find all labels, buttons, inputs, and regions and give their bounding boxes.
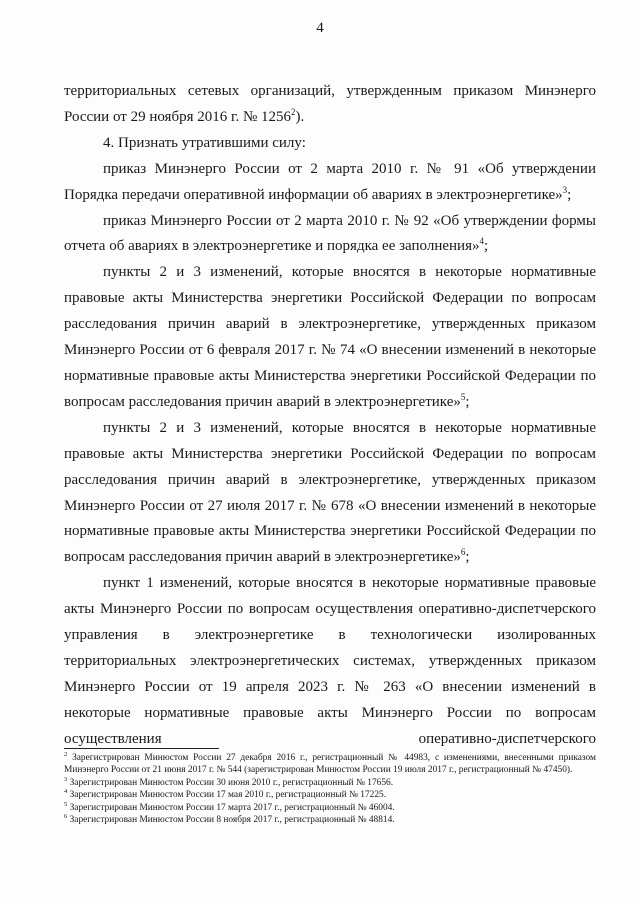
footnote: [64, 814, 596, 826]
footnote: [64, 802, 596, 814]
page-number: 4: [316, 20, 324, 36]
paragraph-text: приказ Минэнерго России от 2 марта 2010 г. № 92 «Об утверждении формы отчета об авариях в электроэнергетике и порядка ее заполнения»: [64, 212, 596, 255]
footnote: [64, 789, 596, 801]
paragraph-text: территориальных сетевых организаций, утвержденным приказом Минэнерго России от 29 ноября 2016 г. № 1256: [64, 83, 596, 125]
footnote-reference: 3: [562, 184, 568, 195]
paragraph-text-tail: ;: [483, 238, 489, 255]
footnote-number: 5: [64, 800, 68, 808]
paragraph-text: пункты 2 и 3 изменений, которые вносятся в некоторые нормативные правовые акты Министерства энергетики Российской Федерации по вопросам расследования причин аварий в электроэнергетике, утвержденных приказом Минэнерго России от 6 февраля 2017 г. № 74 «О внесении изменений в некоторые нормативные правовые акты Министерства энергетики Российской Федерации по вопросам расследования причин аварий в электроэнергетике»: [64, 264, 596, 410]
footnote-reference: 6: [460, 547, 466, 558]
paragraph: [64, 131, 596, 157]
paragraph: [64, 571, 596, 752]
footnote: [64, 777, 596, 789]
footnote-reference: 5: [460, 391, 466, 402]
paragraph: [64, 79, 596, 131]
document-body: [64, 79, 596, 753]
paragraph-text-tail: ;: [567, 186, 572, 203]
footnote-text: Зарегистрирован Минюстом России 17 марта 2017 г., регистрационный № 46004.: [69, 802, 395, 813]
footnote-text: Зарегистрирован Минюстом России 27 декабря 2016 г., регистрационный № 44983, с изменениями, внесенными приказом Минэнерго России от 21 июня 2017 г. № 544 (зарегистрирован Минюстом России 19 июля 2017 г., регистрационный № 47450).: [64, 753, 596, 776]
paragraph-text-tail: ;: [465, 549, 470, 566]
paragraph: [64, 260, 596, 415]
footnote-number: 2: [64, 750, 68, 758]
footnote-text: Зарегистрирован Минюстом России 17 мая 2010 г., регистрационный № 17225.: [69, 790, 387, 801]
paragraph-text-tail: ).: [295, 108, 305, 125]
footnote-text: Зарегистрирован Минюстом России 30 июня 2010 г., регистрационный № 17656.: [69, 777, 394, 788]
paragraph: [64, 209, 596, 261]
footnote-separator: [64, 748, 219, 749]
footnote-text: Зарегистрирован Минюстом России 8 ноября 2017 г., регистрационный № 48814.: [69, 815, 395, 826]
footnote-number: 6: [64, 812, 68, 820]
paragraph-text: приказ Минэнерго России от 2 марта 2010 г. № 91 «Об утверждении Порядка передачи оперативной информации об авариях в электроэнергетике»: [64, 160, 596, 203]
paragraph: [64, 157, 596, 209]
footnote-number: 4: [64, 788, 68, 796]
footnote: [64, 752, 596, 777]
paragraph: [64, 416, 596, 571]
paragraph-text-tail: ;: [465, 393, 470, 410]
footnote-reference: 2: [291, 106, 296, 117]
footnote-reference: 4: [479, 236, 484, 247]
paragraph-text: пункт 1 изменений, которые вносятся в некоторые нормативные правовые акты Минэнерго России по вопросам осуществления оперативно-диспетчерского управления в электроэнергетике в технологически изолированных территориальных электроэнергетических системах, утвержденных приказом Минэнерго России от 19 апреля 2023 г. № 263 «О внесении изменений в некоторые нормативные правовые акты Минэнерго России по вопросам осуществления оперативно-диспетчерского: [64, 575, 596, 747]
paragraph-text: пункты 2 и 3 изменений, которые вносятся в некоторые нормативные правовые акты Министерства энергетики Российской Федерации по вопросам расследования причин аварий в электроэнергетике, утвержденных приказом Минэнерго России от 27 июля 2017 г. № 678 «О внесении изменений в некоторые нормативные правовые акты Министерства энергетики Российской Федерации по вопросам расследования причин аварий в электроэнергетике»: [64, 419, 596, 566]
footnote-number: 3: [64, 775, 68, 783]
footnotes: [64, 752, 596, 826]
paragraph-text: 4. Признать утратившими силу:: [103, 134, 306, 151]
